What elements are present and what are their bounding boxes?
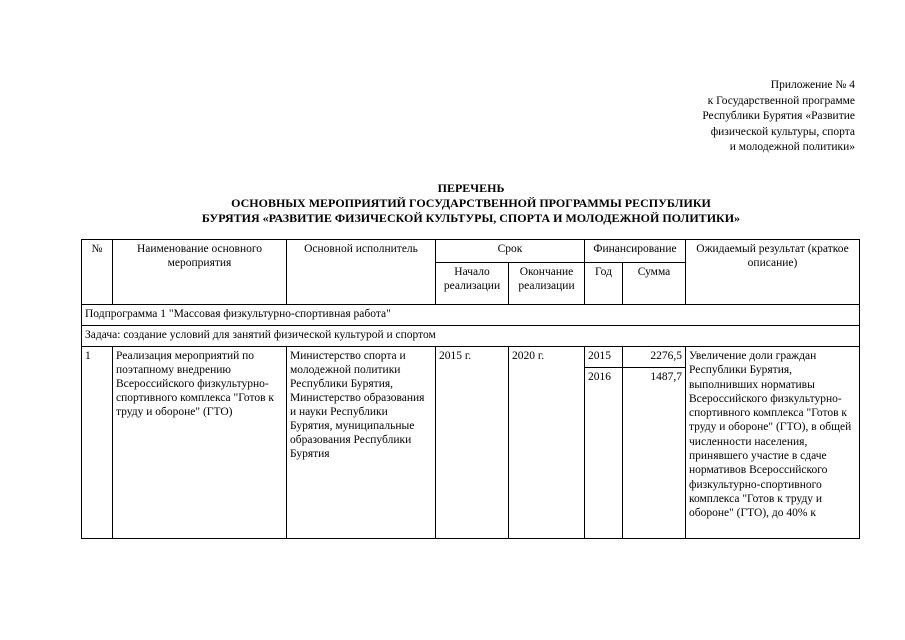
header-num: № <box>82 240 113 305</box>
table-row <box>82 347 860 368</box>
appendix-line: Приложение № 4 <box>770 79 855 91</box>
row-year: 2015 <box>585 347 623 368</box>
header-term-end: Окончание реализации <box>509 263 585 305</box>
header-year: Год <box>585 263 623 305</box>
header-term: Срок <box>436 240 585 263</box>
row-result: Увеличение доли граждан Республики Бурятия, выполнивших нормативы Всероссийского физкультурно-спортивного комплекса "Готов к труду и обороне" (ГТО), в общей численности населения, принявшего участие в сдаче нормативов Всероссийского физкультурно-спортивного комплекса "Готов к труду и обороне" (ГТО), до 40% к <box>686 347 860 539</box>
header-row <box>82 240 860 263</box>
task-row <box>82 326 860 347</box>
row-name: Реализация мероприятий по поэтапному внедрению Всероссийского физкультурно-спортивного комплекса "Готов к труду и обороне" (ГТО) <box>113 347 287 539</box>
header-name: Наименование основного мероприятия <box>113 240 287 305</box>
row-num: 1 <box>82 347 113 539</box>
activities-table <box>81 239 860 539</box>
subprogram-title: Подпрограмма 1 "Массовая физкультурно-спортивная работа" <box>82 305 860 326</box>
subprogram-row <box>82 305 860 326</box>
row-executor: Министерство спорта и молодежной политики Республики Бурятия, Министерство образования и науки Республики Бурятия, муниципальные образования Республики Бурятия <box>287 347 436 539</box>
task-title: Задача: создание условий для занятий физической культурой и спортом <box>82 326 860 347</box>
header-term-start: Начало реализации <box>436 263 509 305</box>
appendix-line: физической культуры, спорта <box>710 125 855 138</box>
title-line: ПЕРЕЧЕНЬ <box>437 181 505 195</box>
row-end: 2020 г. <box>509 347 585 539</box>
header-financing: Финансирование <box>585 240 686 263</box>
row-sum: 2276,5 <box>623 347 686 368</box>
header-result: Ожидаемый результат (краткое описание) <box>686 240 860 305</box>
title-line: ОСНОВНЫХ МЕРОПРИЯТИЙ ГОСУДАРСТВЕННОЙ ПРОГРАММЫ РЕСПУБЛИКИ <box>231 196 711 210</box>
appendix-line: к Государственной программе <box>707 94 855 107</box>
appendix-line: и молодежной политики» <box>729 141 855 153</box>
row-start: 2015 г. <box>436 347 509 539</box>
row-sum: 1487,7 <box>623 368 686 539</box>
title-line: БУРЯТИЯ «РАЗВИТИЕ ФИЗИЧЕСКОЙ КУЛЬТУРЫ, СПОРТА И МОЛОДЕЖНОЙ ПОЛИТИКИ» <box>201 211 741 225</box>
header-executor: Основной исполнитель <box>287 240 436 305</box>
header-sum: Сумма <box>623 263 686 305</box>
appendix-line: Республики Бурятия «Развитие <box>702 110 855 122</box>
appendix-block <box>615 78 855 156</box>
document-title <box>80 181 862 226</box>
row-year: 2016 <box>585 368 623 539</box>
